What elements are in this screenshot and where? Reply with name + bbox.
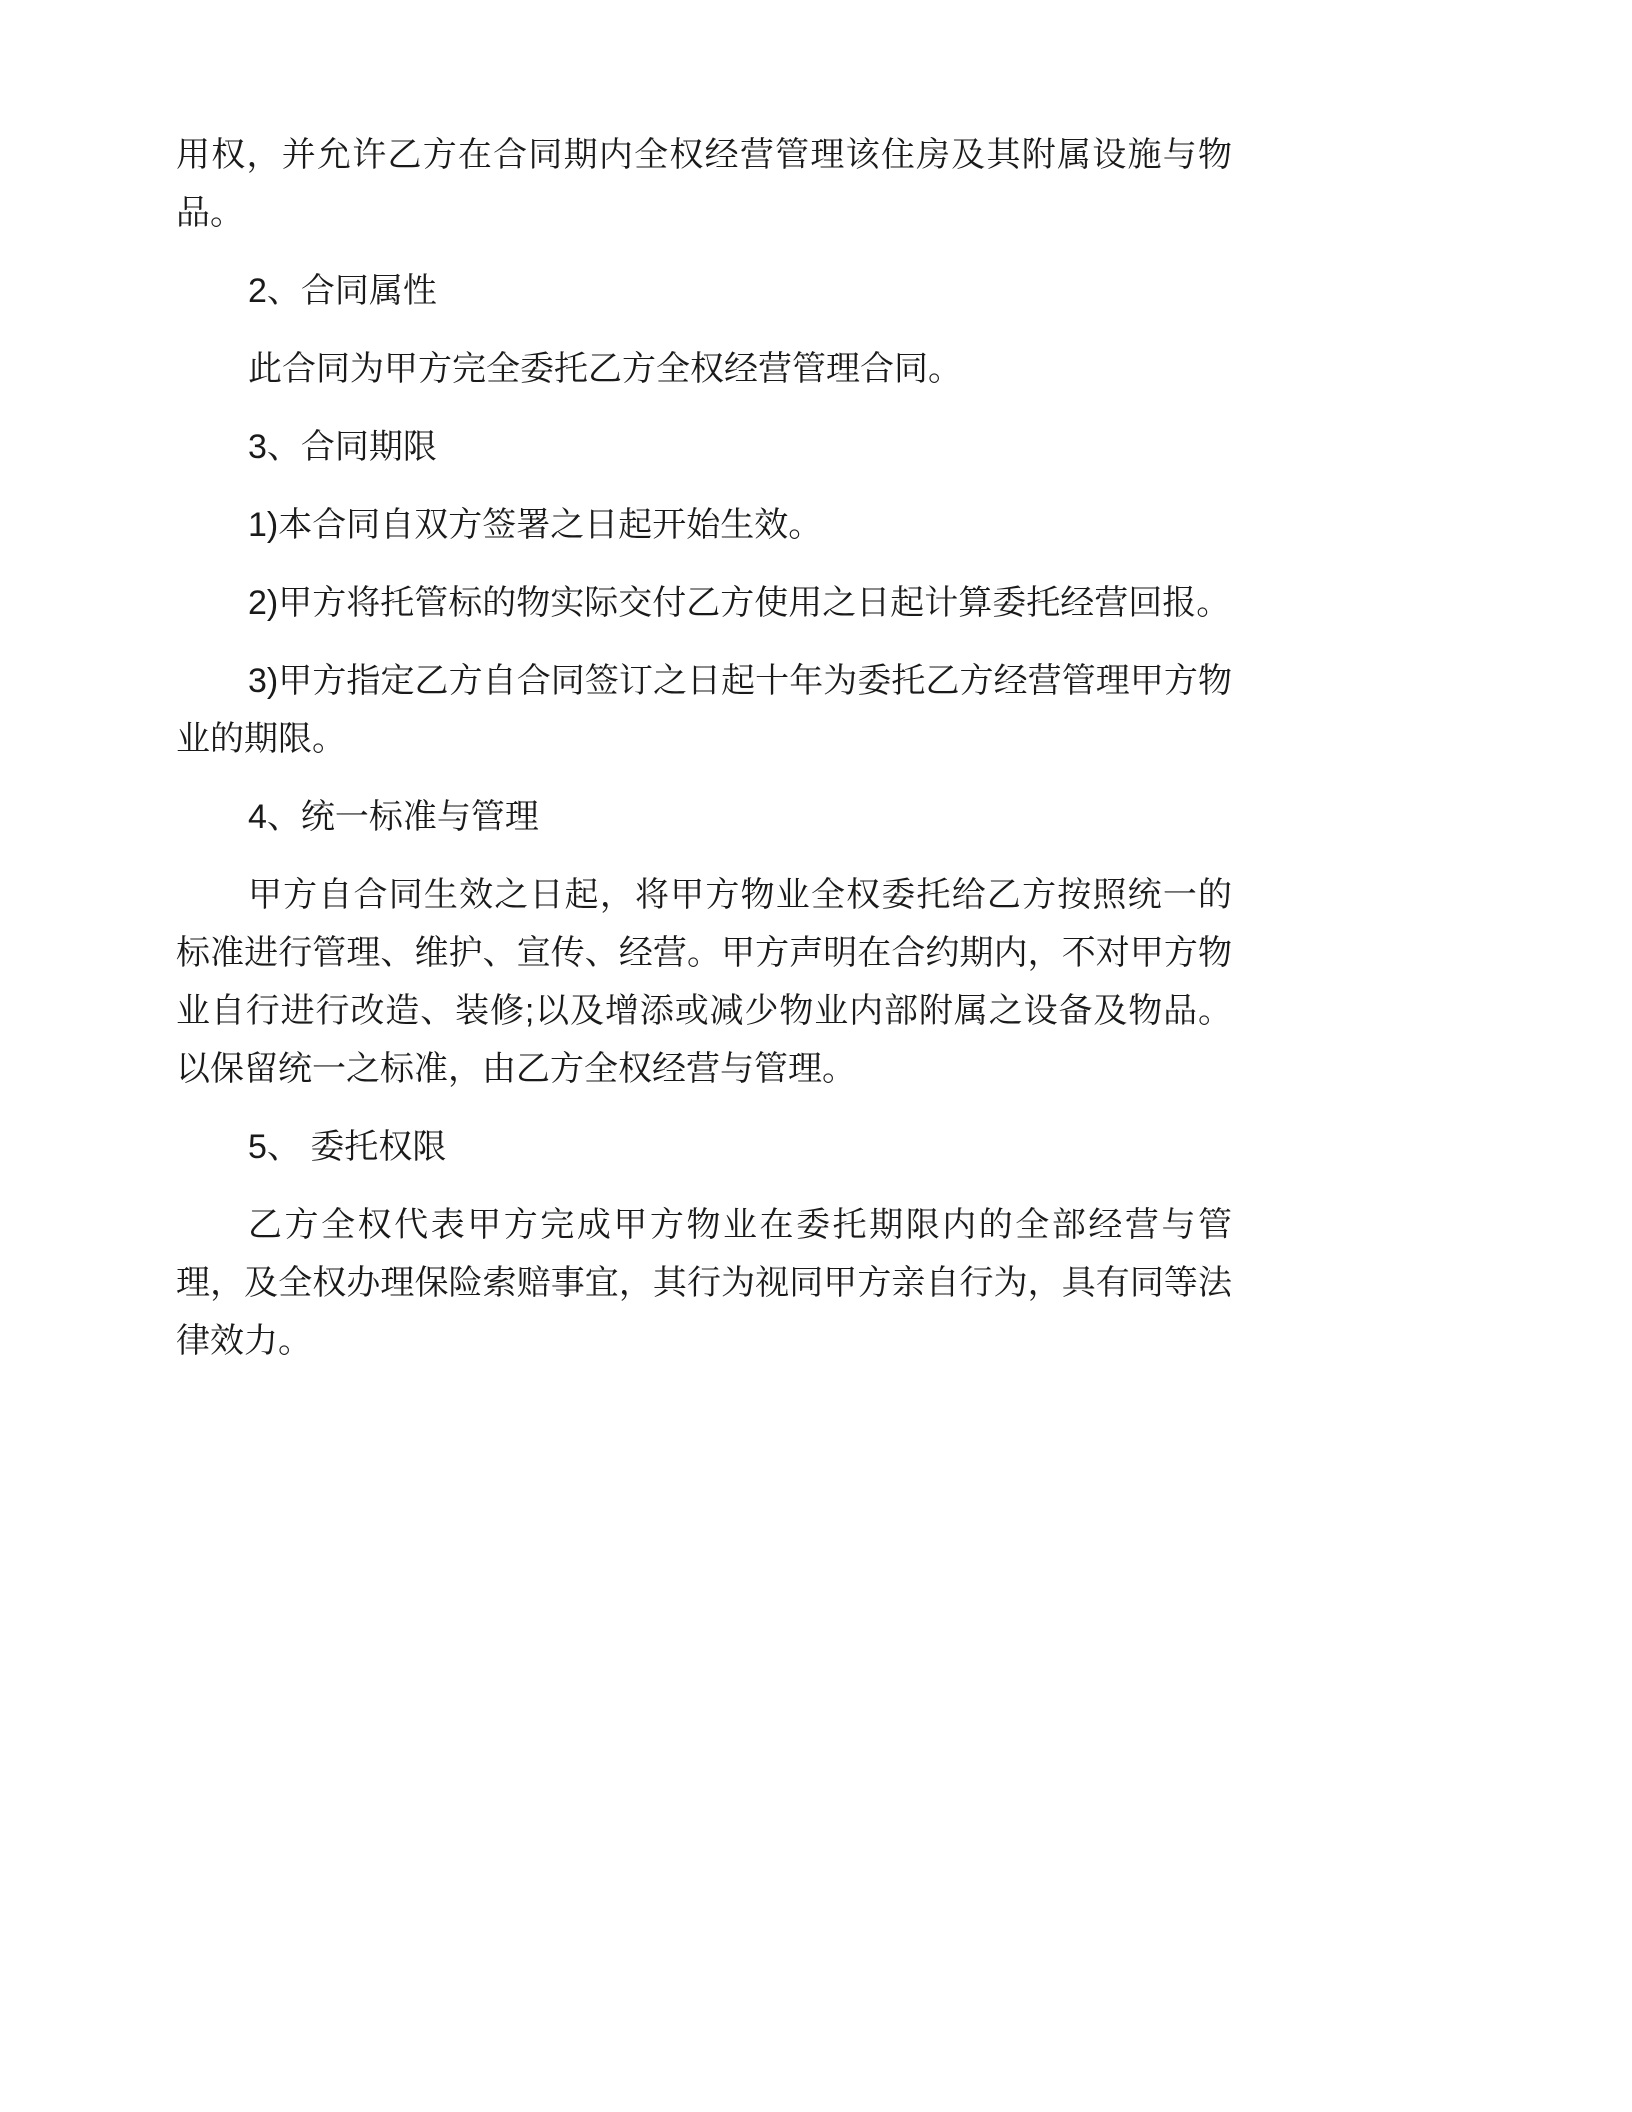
contract-text-block <box>176 126 1232 1370</box>
para-contract-attribute: 此合同为甲方完全委托乙方全权经营管理合同。 <box>248 350 962 388</box>
para-term-item-2: 2)甲方将托管标的物实际交付乙方使用之日起计算委托经营回报。 <box>248 584 1231 622</box>
para-term-item-3: 3)甲方指定乙方自合同签订之日起十年为委托乙方经营管理甲方物业的期限。 <box>176 662 1232 758</box>
heading-contract-term: 3、合同期限 <box>248 428 437 466</box>
para-unified-standard: 甲方自合同生效之日起，将甲方物业全权委托给乙方按照统一的标准进行管理、维护、宣传、经营。甲方声明在合约期内，不对甲方物业自行进行改造、装修;以及增添或减少物业内部附属之设备及物品。以保留统一之标准，由乙方全权经营与管理。 <box>176 876 1232 1088</box>
heading-unified-standard: 4、统一标准与管理 <box>248 798 539 836</box>
para-term-item-1: 1)本合同自双方签署之日起开始生效。 <box>248 506 823 544</box>
para-delegation-scope: 乙方全权代表甲方完成甲方物业在委托期限内的全部经营与管理，及全权办理保险索赔事宜，其行为视同甲方亲自行为，具有同等法律效力。 <box>176 1206 1232 1360</box>
heading-delegation-scope: 5、 委托权限 <box>248 1128 447 1166</box>
para-continuation: 用权，并允许乙方在合同期内全权经营管理该住房及其附属设施与物品。 <box>176 136 1232 232</box>
heading-contract-attribute: 2、合同属性 <box>248 272 437 310</box>
